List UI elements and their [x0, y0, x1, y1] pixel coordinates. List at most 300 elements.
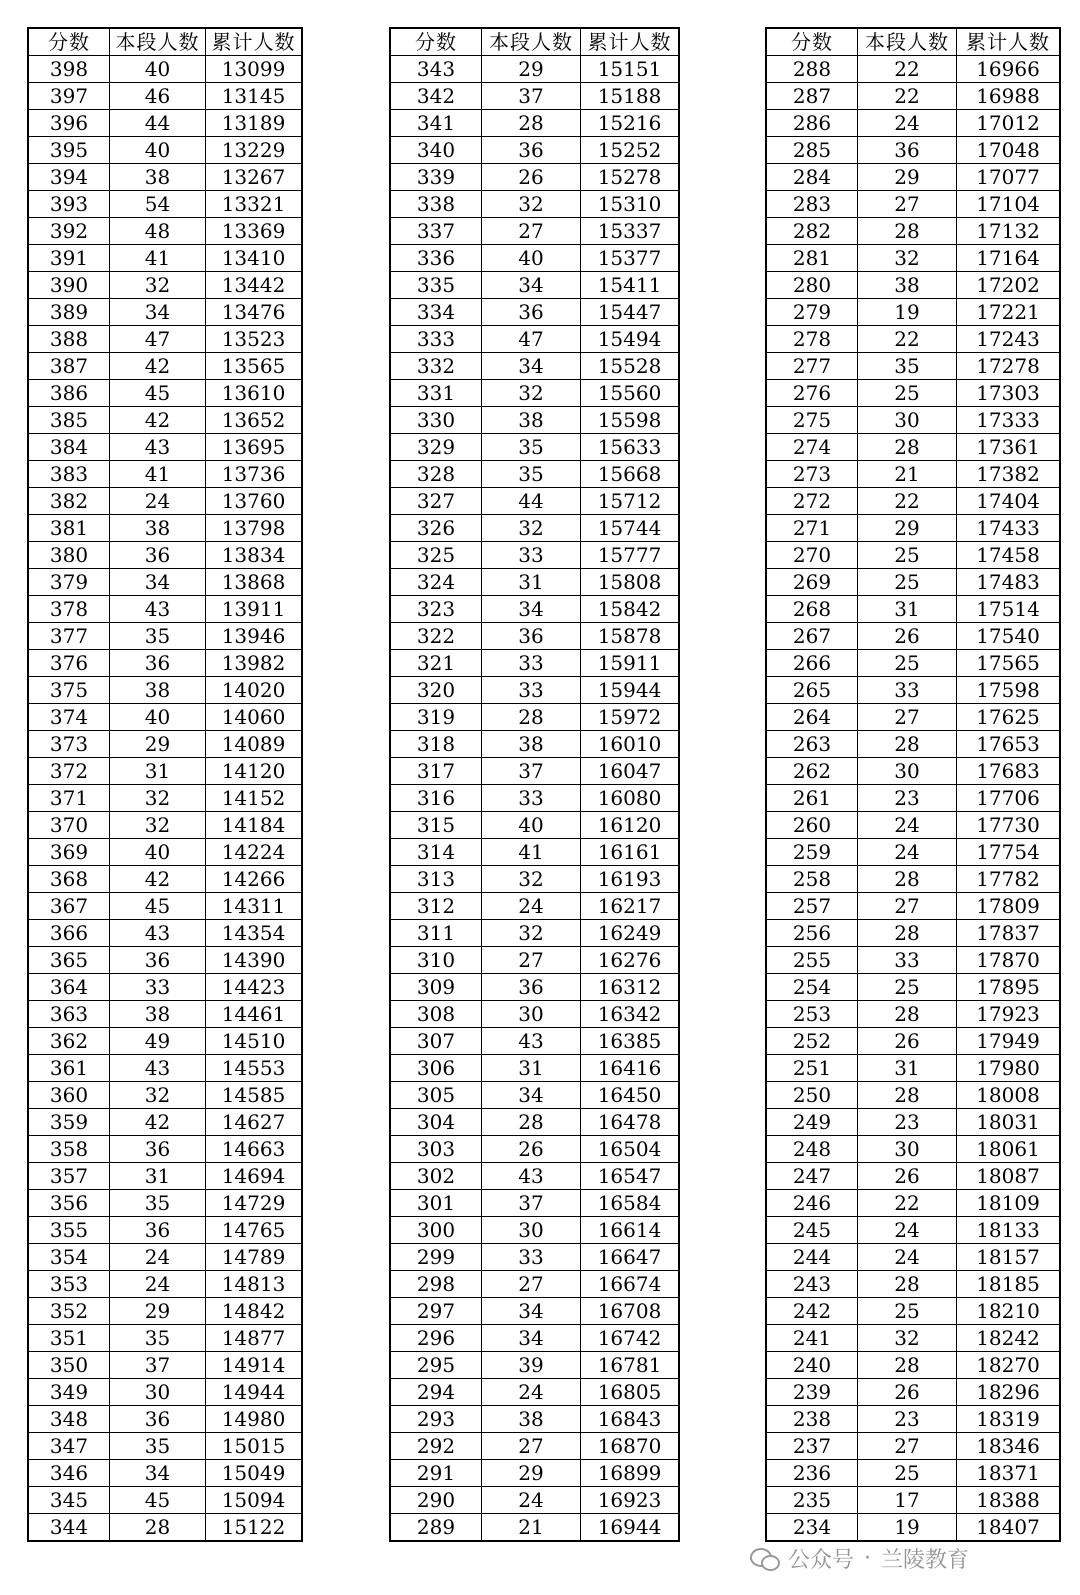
cell-cumulative-count: 17980: [957, 1055, 1061, 1082]
table-row: [28, 137, 302, 164]
cell-segment-count: 37: [482, 83, 581, 110]
table-row: [390, 1352, 679, 1379]
cell-segment-count: 28: [858, 866, 957, 893]
cell-segment-count: 19: [858, 299, 957, 326]
cell-score: 309: [390, 974, 482, 1001]
table-row: [766, 569, 1060, 596]
cell-segment-count: 40: [110, 704, 206, 731]
cell-cumulative-count: 17458: [957, 542, 1061, 569]
cell-segment-count: 43: [110, 596, 206, 623]
cell-segment-count: 28: [858, 1082, 957, 1109]
cell-score: 347: [28, 1433, 110, 1460]
table-row: [766, 1298, 1060, 1325]
table-row: [28, 1352, 302, 1379]
table-row: [766, 515, 1060, 542]
cell-cumulative-count: 15744: [581, 515, 680, 542]
cell-segment-count: 38: [482, 1406, 581, 1433]
cell-cumulative-count: 17221: [957, 299, 1061, 326]
cell-segment-count: 25: [858, 380, 957, 407]
cell-score: 258: [766, 866, 858, 893]
cell-cumulative-count: 17278: [957, 353, 1061, 380]
cell-segment-count: 40: [110, 56, 206, 83]
table-row: [766, 1460, 1060, 1487]
cell-score: 360: [28, 1082, 110, 1109]
table-row: [766, 812, 1060, 839]
cell-cumulative-count: 15278: [581, 164, 680, 191]
cell-cumulative-count: 13911: [206, 596, 303, 623]
cell-score: 281: [766, 245, 858, 272]
cell-segment-count: 25: [858, 569, 957, 596]
cell-score: 315: [390, 812, 482, 839]
cell-cumulative-count: 13229: [206, 137, 303, 164]
cell-cumulative-count: 14765: [206, 1217, 303, 1244]
wechat-icon: [750, 1545, 780, 1571]
cell-cumulative-count: 14354: [206, 920, 303, 947]
cell-cumulative-count: 18407: [957, 1514, 1061, 1542]
table-row: [28, 1109, 302, 1136]
table-row: [390, 461, 679, 488]
cell-cumulative-count: 18031: [957, 1109, 1061, 1136]
cell-score: 359: [28, 1109, 110, 1136]
cell-segment-count: 24: [482, 1379, 581, 1406]
cell-cumulative-count: 17048: [957, 137, 1061, 164]
cell-segment-count: 27: [482, 218, 581, 245]
cell-segment-count: 31: [110, 758, 206, 785]
table-row: [28, 947, 302, 974]
cell-segment-count: 29: [858, 515, 957, 542]
cell-score: 343: [390, 56, 482, 83]
cell-segment-count: 47: [482, 326, 581, 353]
table-row: [766, 164, 1060, 191]
cell-score: 286: [766, 110, 858, 137]
table-row: [28, 1244, 302, 1271]
cell-segment-count: 30: [858, 758, 957, 785]
cell-cumulative-count: 18210: [957, 1298, 1061, 1325]
cell-score: 302: [390, 1163, 482, 1190]
table-row: [390, 947, 679, 974]
cell-cumulative-count: 13099: [206, 56, 303, 83]
cell-segment-count: 24: [110, 1244, 206, 1271]
cell-score: 333: [390, 326, 482, 353]
table-row: [390, 488, 679, 515]
cell-score: 300: [390, 1217, 482, 1244]
cell-score: 346: [28, 1460, 110, 1487]
watermark-label: 公众号: [788, 1547, 855, 1573]
cell-segment-count: 33: [110, 974, 206, 1001]
table-row: [28, 380, 302, 407]
cell-segment-count: 22: [858, 1190, 957, 1217]
cell-cumulative-count: 13442: [206, 272, 303, 299]
table-row: [766, 1082, 1060, 1109]
cell-cumulative-count: 13652: [206, 407, 303, 434]
cell-score: 324: [390, 569, 482, 596]
score-table-3: [765, 27, 1061, 1542]
cell-score: 397: [28, 83, 110, 110]
cell-cumulative-count: 13868: [206, 569, 303, 596]
cell-segment-count: 36: [110, 1406, 206, 1433]
cell-segment-count: 30: [482, 1217, 581, 1244]
table-row: [28, 1001, 302, 1028]
cell-cumulative-count: 14944: [206, 1379, 303, 1406]
watermark-separator: ·: [864, 1545, 872, 1571]
cell-cumulative-count: 18087: [957, 1163, 1061, 1190]
table-row: [28, 299, 302, 326]
cell-segment-count: 35: [110, 1325, 206, 1352]
cell-segment-count: 23: [858, 785, 957, 812]
cell-segment-count: 44: [110, 110, 206, 137]
cell-cumulative-count: 15151: [581, 56, 680, 83]
cell-segment-count: 34: [482, 1298, 581, 1325]
cell-score: 331: [390, 380, 482, 407]
cell-cumulative-count: 16805: [581, 1379, 680, 1406]
cell-cumulative-count: 15188: [581, 83, 680, 110]
table-row: [28, 272, 302, 299]
cell-segment-count: 31: [482, 569, 581, 596]
cell-score: 317: [390, 758, 482, 785]
cell-score: 260: [766, 812, 858, 839]
table-row: [766, 1190, 1060, 1217]
table-row: [390, 812, 679, 839]
table-row: [390, 164, 679, 191]
cell-cumulative-count: 16416: [581, 1055, 680, 1082]
table-row: [390, 407, 679, 434]
cell-score: 235: [766, 1487, 858, 1514]
cell-cumulative-count: 15252: [581, 137, 680, 164]
cell-segment-count: 36: [110, 650, 206, 677]
cell-segment-count: 40: [110, 137, 206, 164]
cell-score: 366: [28, 920, 110, 947]
cell-score: 294: [390, 1379, 482, 1406]
cell-cumulative-count: 14020: [206, 677, 303, 704]
table-row: [28, 407, 302, 434]
cell-score: 377: [28, 623, 110, 650]
table-row: [28, 839, 302, 866]
cell-segment-count: 34: [482, 353, 581, 380]
cell-cumulative-count: 17382: [957, 461, 1061, 488]
cell-segment-count: 34: [482, 1325, 581, 1352]
table-row: [28, 920, 302, 947]
table-row: [28, 893, 302, 920]
cell-score: 395: [28, 137, 110, 164]
header-segment-count: 本段人数: [482, 28, 581, 56]
table-row: [28, 56, 302, 83]
cell-score: 383: [28, 461, 110, 488]
cell-cumulative-count: 14553: [206, 1055, 303, 1082]
table-row: [28, 1217, 302, 1244]
cell-segment-count: 41: [482, 839, 581, 866]
table-row: [28, 1136, 302, 1163]
cell-segment-count: 32: [858, 1325, 957, 1352]
table-row: [766, 623, 1060, 650]
cell-segment-count: 43: [110, 1055, 206, 1082]
cell-cumulative-count: 15122: [206, 1514, 303, 1542]
cell-cumulative-count: 13736: [206, 461, 303, 488]
cell-score: 308: [390, 1001, 482, 1028]
cell-segment-count: 32: [482, 920, 581, 947]
cell-cumulative-count: 14423: [206, 974, 303, 1001]
cell-score: 392: [28, 218, 110, 245]
cell-segment-count: 24: [482, 1487, 581, 1514]
cell-score: 303: [390, 1136, 482, 1163]
cell-score: 390: [28, 272, 110, 299]
cell-score: 245: [766, 1217, 858, 1244]
table-row: [390, 1136, 679, 1163]
cell-cumulative-count: 17923: [957, 1001, 1061, 1028]
cell-cumulative-count: 16193: [581, 866, 680, 893]
cell-segment-count: 37: [110, 1352, 206, 1379]
cell-score: 386: [28, 380, 110, 407]
cell-segment-count: 28: [858, 1271, 957, 1298]
table-row: [390, 515, 679, 542]
cell-cumulative-count: 16742: [581, 1325, 680, 1352]
cell-cumulative-count: 18296: [957, 1379, 1061, 1406]
cell-segment-count: 38: [482, 731, 581, 758]
table-row: [766, 245, 1060, 272]
cell-score: 240: [766, 1352, 858, 1379]
cell-cumulative-count: 14390: [206, 947, 303, 974]
cell-cumulative-count: 17514: [957, 596, 1061, 623]
table-row: [28, 461, 302, 488]
cell-cumulative-count: 16870: [581, 1433, 680, 1460]
cell-score: 259: [766, 839, 858, 866]
cell-score: 380: [28, 542, 110, 569]
cell-score: 323: [390, 596, 482, 623]
cell-score: 297: [390, 1298, 482, 1325]
cell-cumulative-count: 18346: [957, 1433, 1061, 1460]
cell-segment-count: 26: [858, 623, 957, 650]
cell-score: 337: [390, 218, 482, 245]
cell-cumulative-count: 15411: [581, 272, 680, 299]
table-row: [766, 461, 1060, 488]
cell-segment-count: 32: [482, 191, 581, 218]
table-row: [766, 434, 1060, 461]
cell-segment-count: 35: [482, 434, 581, 461]
cell-score: 284: [766, 164, 858, 191]
table-row: [766, 1271, 1060, 1298]
table-row: [766, 1379, 1060, 1406]
table-row: [28, 1055, 302, 1082]
cell-segment-count: 22: [858, 56, 957, 83]
cell-cumulative-count: 16504: [581, 1136, 680, 1163]
table-row: [390, 272, 679, 299]
cell-cumulative-count: 14663: [206, 1136, 303, 1163]
cell-segment-count: 37: [482, 1190, 581, 1217]
table-row: [766, 299, 1060, 326]
cell-score: 265: [766, 677, 858, 704]
table-row: [766, 785, 1060, 812]
cell-score: 298: [390, 1271, 482, 1298]
table-row: [390, 542, 679, 569]
cell-cumulative-count: 14311: [206, 893, 303, 920]
table-row: [766, 650, 1060, 677]
cell-segment-count: 30: [482, 1001, 581, 1028]
cell-score: 241: [766, 1325, 858, 1352]
cell-cumulative-count: 14184: [206, 812, 303, 839]
cell-score: 272: [766, 488, 858, 515]
cell-cumulative-count: 16478: [581, 1109, 680, 1136]
table-row: [766, 137, 1060, 164]
table-row: [28, 1082, 302, 1109]
cell-cumulative-count: 15911: [581, 650, 680, 677]
cell-cumulative-count: 13834: [206, 542, 303, 569]
table-row: [390, 650, 679, 677]
cell-cumulative-count: 18242: [957, 1325, 1061, 1352]
cell-cumulative-count: 15944: [581, 677, 680, 704]
cell-segment-count: 28: [858, 731, 957, 758]
cell-cumulative-count: 16988: [957, 83, 1061, 110]
table-row: [28, 1379, 302, 1406]
table-row: [28, 785, 302, 812]
cell-cumulative-count: 17483: [957, 569, 1061, 596]
cell-segment-count: 34: [482, 272, 581, 299]
table-row: [28, 1190, 302, 1217]
cell-segment-count: 29: [110, 731, 206, 758]
cell-segment-count: 34: [482, 1082, 581, 1109]
cell-cumulative-count: 14813: [206, 1271, 303, 1298]
cell-segment-count: 27: [858, 704, 957, 731]
cell-score: 280: [766, 272, 858, 299]
cell-score: 341: [390, 110, 482, 137]
cell-segment-count: 25: [858, 1298, 957, 1325]
table-row: [390, 1217, 679, 1244]
cell-segment-count: 38: [110, 164, 206, 191]
cell-cumulative-count: 15528: [581, 353, 680, 380]
table-row: [390, 1109, 679, 1136]
cell-cumulative-count: 14224: [206, 839, 303, 866]
cell-segment-count: 31: [858, 1055, 957, 1082]
cell-score: 389: [28, 299, 110, 326]
table-row: [766, 1163, 1060, 1190]
cell-score: 266: [766, 650, 858, 677]
cell-cumulative-count: 13946: [206, 623, 303, 650]
cell-cumulative-count: 17333: [957, 407, 1061, 434]
table-row: [390, 866, 679, 893]
cell-score: 316: [390, 785, 482, 812]
table-row: [28, 353, 302, 380]
table-row: [28, 596, 302, 623]
score-table-2: [389, 27, 680, 1542]
cell-score: 252: [766, 1028, 858, 1055]
cell-segment-count: 32: [858, 245, 957, 272]
cell-cumulative-count: 13321: [206, 191, 303, 218]
cell-segment-count: 17: [858, 1487, 957, 1514]
cell-cumulative-count: 18270: [957, 1352, 1061, 1379]
cell-segment-count: 27: [482, 947, 581, 974]
cell-score: 388: [28, 326, 110, 353]
table-row: [390, 1379, 679, 1406]
cell-segment-count: 45: [110, 1487, 206, 1514]
cell-segment-count: 36: [110, 1217, 206, 1244]
cell-cumulative-count: 18319: [957, 1406, 1061, 1433]
cell-segment-count: 54: [110, 191, 206, 218]
table-row: [766, 56, 1060, 83]
cell-segment-count: 33: [482, 650, 581, 677]
cell-cumulative-count: 15777: [581, 542, 680, 569]
cell-segment-count: 33: [482, 677, 581, 704]
cell-cumulative-count: 17895: [957, 974, 1061, 1001]
cell-cumulative-count: 16899: [581, 1460, 680, 1487]
cell-segment-count: 24: [482, 893, 581, 920]
table-row: [766, 596, 1060, 623]
table-row: [766, 1001, 1060, 1028]
table-row: [390, 56, 679, 83]
cell-score: 362: [28, 1028, 110, 1055]
cell-score: 301: [390, 1190, 482, 1217]
table-row: [28, 731, 302, 758]
table-row: [390, 1406, 679, 1433]
cell-segment-count: 29: [858, 164, 957, 191]
cell-score: 335: [390, 272, 482, 299]
cell-score: 282: [766, 218, 858, 245]
cell-cumulative-count: 18109: [957, 1190, 1061, 1217]
cell-segment-count: 41: [110, 461, 206, 488]
cell-cumulative-count: 15310: [581, 191, 680, 218]
cell-segment-count: 41: [110, 245, 206, 272]
table-row: [766, 191, 1060, 218]
cell-score: 354: [28, 1244, 110, 1271]
cell-segment-count: 32: [482, 380, 581, 407]
cell-segment-count: 24: [858, 839, 957, 866]
cell-cumulative-count: 16647: [581, 1244, 680, 1271]
cell-cumulative-count: 17949: [957, 1028, 1061, 1055]
cell-cumulative-count: 16547: [581, 1163, 680, 1190]
table-row: [766, 1217, 1060, 1244]
cell-cumulative-count: 15216: [581, 110, 680, 137]
table-row: [390, 191, 679, 218]
cell-score: 313: [390, 866, 482, 893]
cell-cumulative-count: 16614: [581, 1217, 680, 1244]
table-row: [390, 299, 679, 326]
cell-score: 339: [390, 164, 482, 191]
cell-score: 378: [28, 596, 110, 623]
table-row: [28, 1028, 302, 1055]
table-row: [28, 1406, 302, 1433]
cell-cumulative-count: 16944: [581, 1514, 680, 1542]
cell-segment-count: 24: [858, 1217, 957, 1244]
cell-score: 264: [766, 704, 858, 731]
table-row: [766, 1433, 1060, 1460]
cell-cumulative-count: 14089: [206, 731, 303, 758]
table-row: [28, 515, 302, 542]
table-row: [390, 110, 679, 137]
table-row: [390, 353, 679, 380]
cell-score: 319: [390, 704, 482, 731]
table-row: [766, 326, 1060, 353]
cell-score: 387: [28, 353, 110, 380]
cell-score: 293: [390, 1406, 482, 1433]
cell-cumulative-count: 17104: [957, 191, 1061, 218]
table-header-row: [28, 28, 302, 56]
cell-cumulative-count: 17625: [957, 704, 1061, 731]
cell-score: 262: [766, 758, 858, 785]
table-row: [28, 704, 302, 731]
cell-cumulative-count: 16708: [581, 1298, 680, 1325]
cell-score: 361: [28, 1055, 110, 1082]
table-row: [28, 866, 302, 893]
cell-score: 253: [766, 1001, 858, 1028]
cell-score: 320: [390, 677, 482, 704]
header-segment-count: 本段人数: [110, 28, 206, 56]
cell-segment-count: 36: [858, 137, 957, 164]
cell-score: 274: [766, 434, 858, 461]
cell-segment-count: 30: [858, 407, 957, 434]
cell-segment-count: 24: [110, 1271, 206, 1298]
cell-cumulative-count: 15377: [581, 245, 680, 272]
table-row: [390, 218, 679, 245]
cell-cumulative-count: 16120: [581, 812, 680, 839]
table-row: [390, 893, 679, 920]
cell-cumulative-count: 18133: [957, 1217, 1061, 1244]
